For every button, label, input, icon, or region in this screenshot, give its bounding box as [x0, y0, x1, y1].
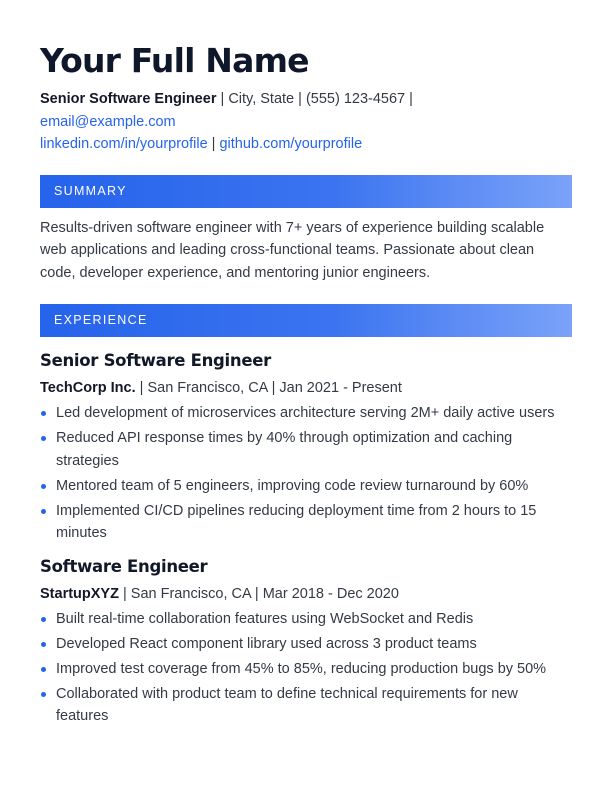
job-dates: Jan 2021 - Present — [279, 380, 402, 396]
bullet-text: Developed React component library used across 3 product teams — [56, 635, 477, 652]
contact-line-1 — [40, 88, 572, 111]
company-name: StartupXYZ — [40, 585, 119, 602]
job-dates: Mar 2018 - Dec 2020 — [262, 585, 399, 602]
bullet-dot-icon — [41, 642, 46, 647]
bullet-dot-icon — [41, 484, 46, 489]
separator: | — [220, 91, 225, 107]
phone-number: (555) 123-4567 — [305, 91, 406, 107]
job-entry — [40, 350, 572, 545]
separator: | — [211, 136, 216, 152]
list-item — [40, 500, 572, 545]
contact-block — [40, 88, 572, 156]
resume-page — [40, 40, 572, 730]
bullet-dot-icon — [41, 617, 46, 622]
separator: | — [409, 91, 413, 107]
github-link[interactable]: github.com/yourprofile — [219, 136, 363, 152]
bullet-text: Built real-time collaboration features using WebSocket and Redis — [56, 610, 474, 627]
bullet-text: Collaborated with product team to define technical requirements for new features — [56, 685, 518, 724]
job-bullets — [40, 608, 572, 728]
list-item — [40, 633, 572, 656]
job-location: San Francisco, CA — [130, 585, 251, 602]
list-item — [40, 402, 572, 425]
bullet-text: Mentored team of 5 engineers, improving code review turnaround by 60% — [56, 477, 529, 494]
list-item — [40, 683, 572, 728]
job-title: Software Engineer — [40, 556, 208, 576]
linkedin-link[interactable]: linkedin.com/in/yourprofile — [40, 136, 208, 152]
company-name: TechCorp Inc. — [40, 380, 136, 396]
list-item — [40, 427, 572, 472]
professional-title: Senior Software Engineer — [40, 91, 217, 107]
summary-heading: SUMMARY — [54, 183, 127, 198]
separator: | — [271, 380, 276, 396]
full-name: Your Full Name — [40, 41, 309, 80]
separator: | — [298, 91, 302, 107]
email-link[interactable]: email@example.com — [40, 113, 176, 130]
summary-text: Results-driven software engineer with 7+ years of experience building scalable web applications and leading cross-functional teams. Passionate about clean code, developer experience, and mentoring junior engineers. — [40, 219, 545, 281]
bullet-dot-icon — [41, 667, 46, 672]
bullet-dot-icon — [41, 411, 46, 416]
contact-line-2 — [40, 111, 572, 134]
job-meta — [40, 377, 572, 399]
list-item — [40, 658, 572, 681]
bullet-dot-icon — [41, 436, 46, 441]
separator: | — [254, 585, 259, 602]
job-meta — [40, 583, 572, 605]
bullet-text: Implemented CI/CD pipelines reducing deployment time from 2 hours to 15 minutes — [56, 502, 537, 541]
bullet-text: Led development of microservices architecture serving 2M+ daily active users — [56, 405, 555, 421]
location: City, State — [228, 91, 295, 107]
separator: | — [122, 585, 127, 602]
summary-heading-bar — [40, 175, 572, 208]
job-title: Senior Software Engineer — [40, 351, 271, 370]
experience-heading-bar — [40, 304, 572, 337]
bullet-text: Reduced API response times by 40% through optimization and caching strategies — [56, 430, 513, 469]
job-entry — [40, 556, 572, 728]
list-item — [40, 475, 572, 498]
job-location: San Francisco, CA — [147, 380, 268, 396]
experience-heading: EXPERIENCE — [54, 313, 148, 327]
separator: | — [139, 380, 144, 396]
job-bullets — [40, 402, 572, 545]
bullet-dot-icon — [41, 509, 46, 514]
bullet-dot-icon — [41, 692, 46, 697]
contact-line-3 — [40, 133, 572, 156]
list-item — [40, 608, 572, 631]
bullet-text: Improved test coverage from 45% to 85%, reducing production bugs by 50% — [56, 660, 547, 677]
